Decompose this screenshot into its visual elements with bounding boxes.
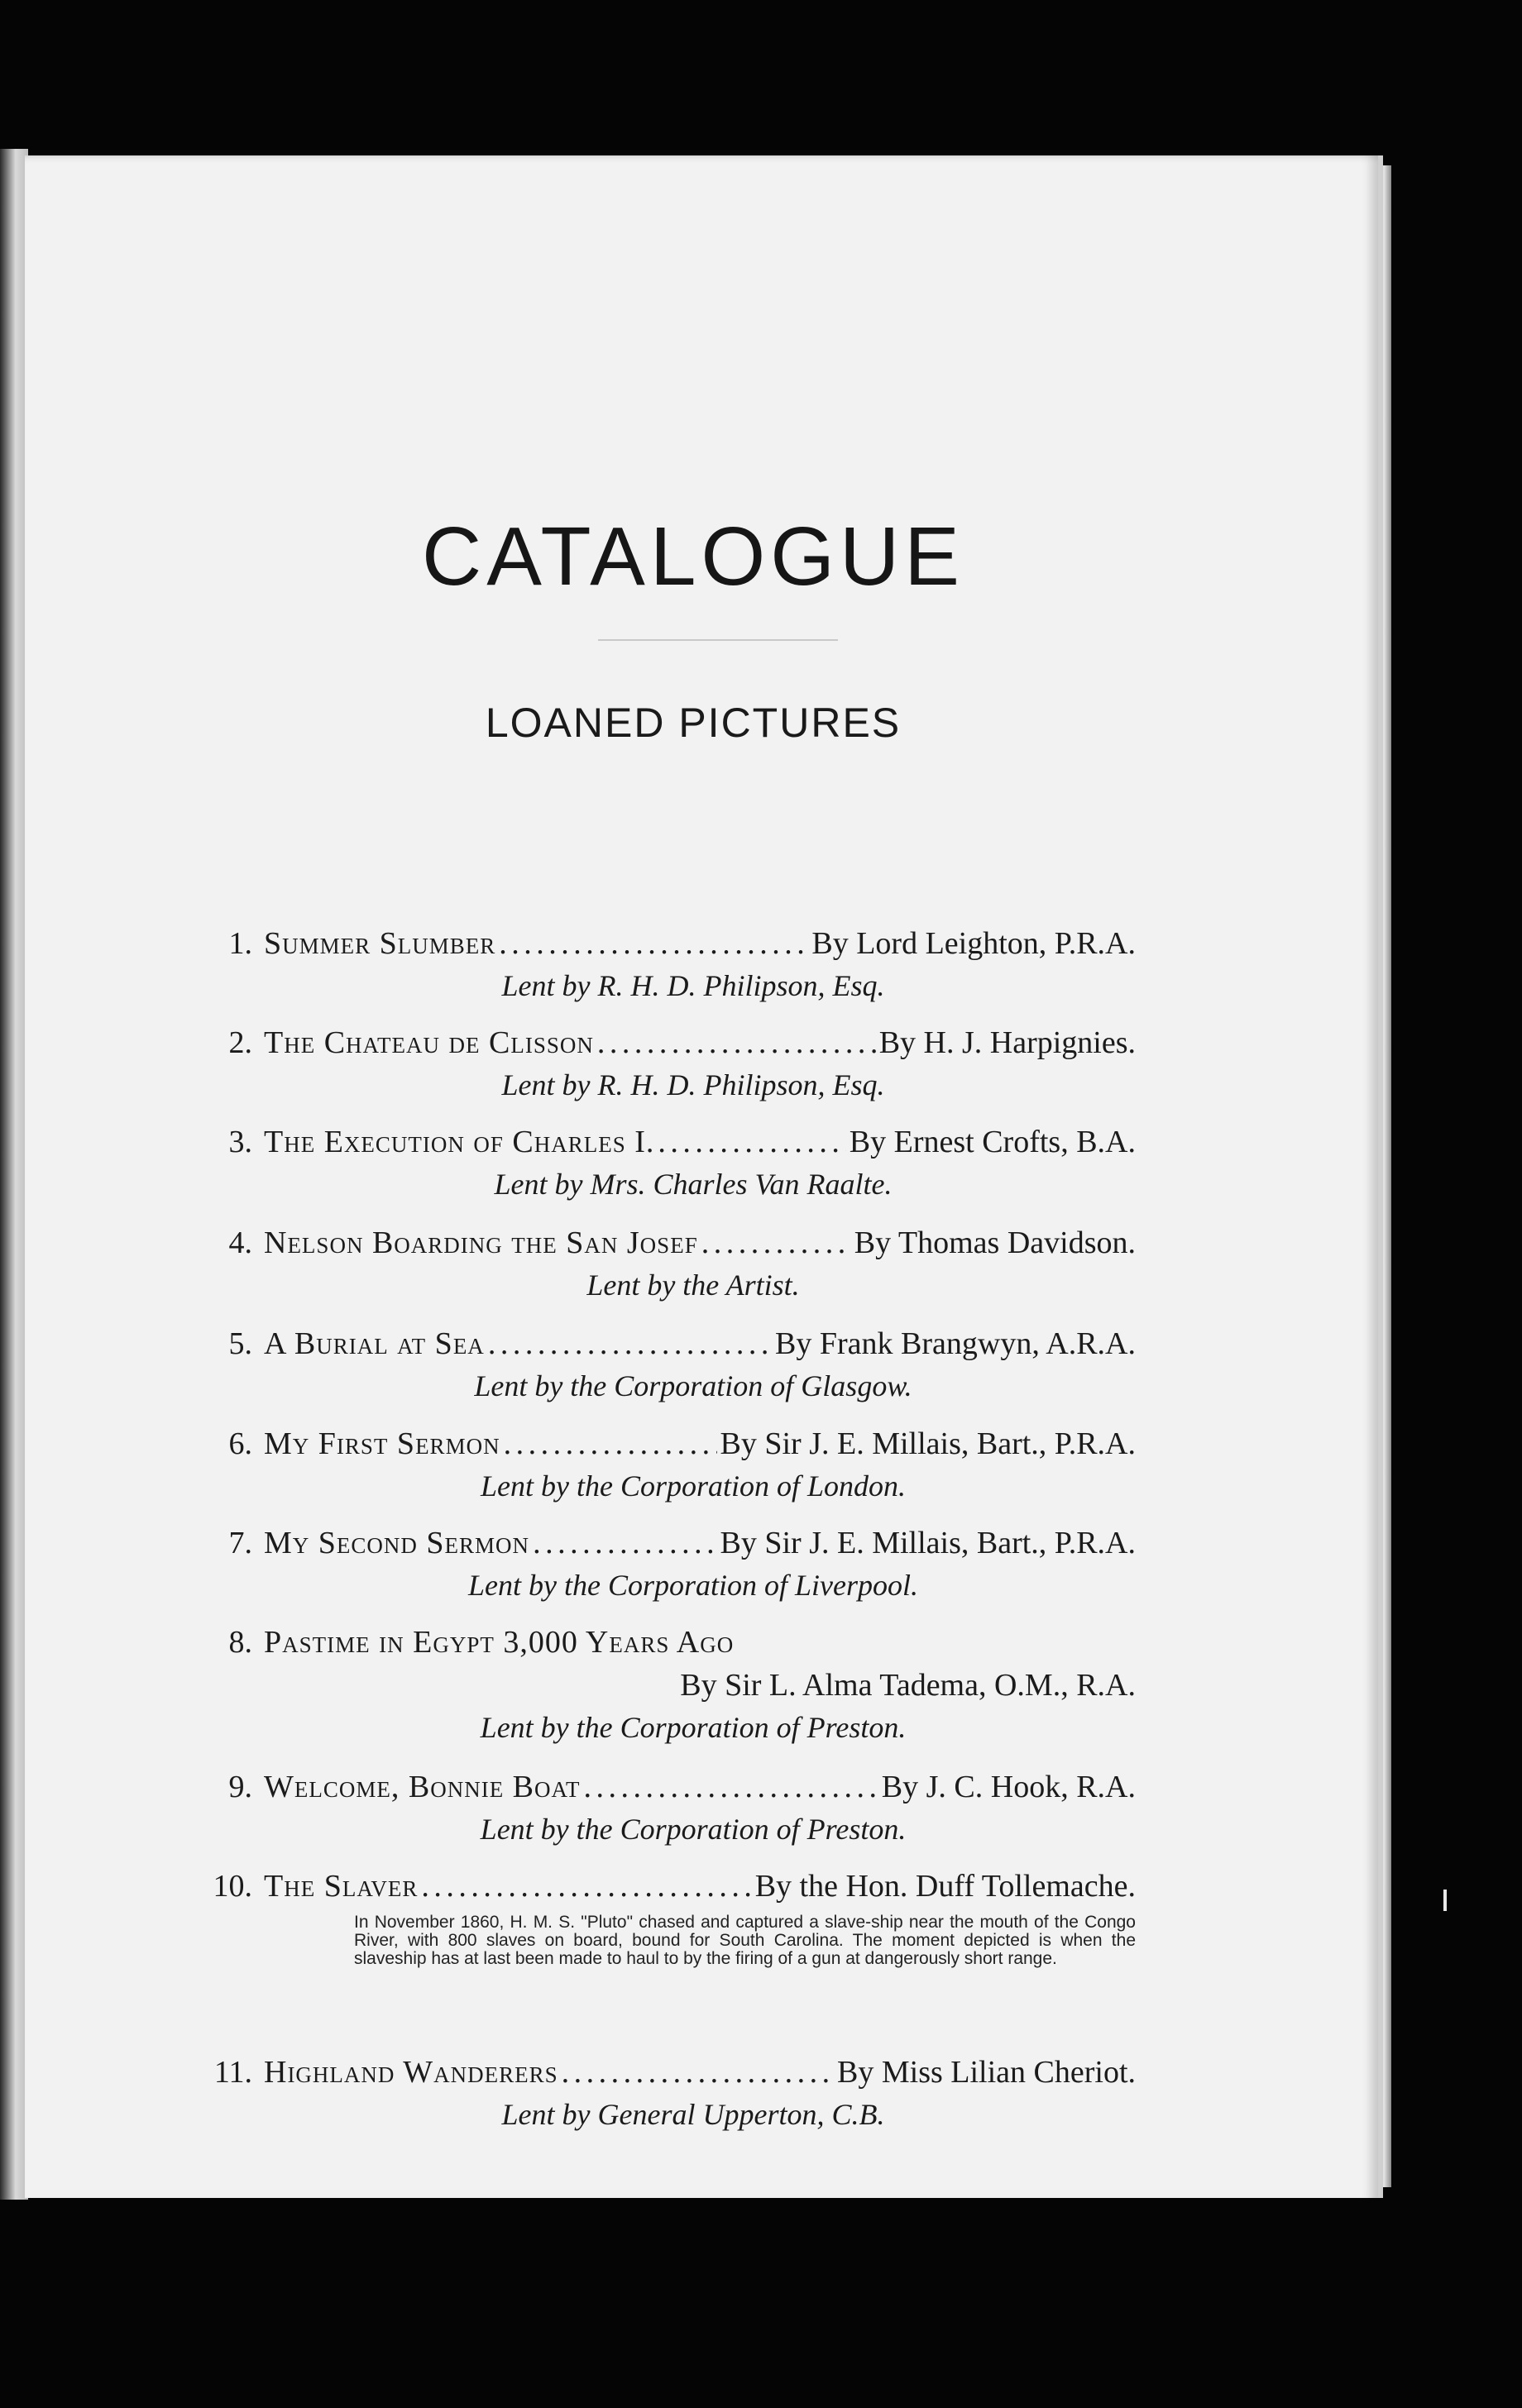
catalogue-entry-3: [218, 1123, 1136, 1202]
catalogue-entry-10: [213, 1867, 1136, 1968]
entry-lender: Lent by the Corporation of Preston.: [480, 1711, 907, 1744]
entry-artist: By Thomas Davidson.: [854, 1226, 1136, 1260]
leader-dots: [584, 1768, 878, 1806]
entry-lender: Lent by Mrs. Charles Van Raalte.: [494, 1168, 893, 1201]
entry-artist: By Sir J. E. Millais, Bart., P.R.A.: [720, 1426, 1136, 1461]
leader-dots: [499, 924, 808, 963]
entry-lender: Lent by R. H. D. Philipson, Esq.: [501, 1068, 885, 1101]
entry-number: 1.: [228, 926, 252, 961]
entry-number: 3.: [228, 1125, 252, 1159]
entry-artist: By H. J. Harpignies.: [878, 1025, 1136, 1060]
entry-lender: Lent by the Corporation of Liverpool.: [468, 1569, 918, 1602]
entry-number: 9.: [228, 1770, 252, 1804]
entry-number: 10.: [213, 1869, 252, 1904]
entry-title: Nelson Boarding the San Josef: [264, 1226, 698, 1260]
entry-title: My Second Sermon: [264, 1526, 530, 1560]
leader-dots: [488, 1325, 772, 1363]
book-binding: [0, 149, 28, 2200]
catalogue-entry-6: [218, 1425, 1136, 1504]
catalogue-entry-4: [218, 1224, 1136, 1303]
entry-title: The Slaver: [264, 1869, 419, 1904]
catalogue-entry-7: [218, 1524, 1136, 1603]
scan-speck: [1443, 1890, 1447, 1911]
catalogue-entry-11: [213, 2053, 1136, 2133]
leader-dots: [701, 1224, 851, 1262]
entry-number: 6.: [228, 1426, 252, 1461]
catalogue-entry-9: [218, 1768, 1136, 1847]
entry-title: The Chateau de Clisson: [264, 1025, 594, 1060]
entry-lender: Lent by the Corporation of Glasgow.: [474, 1369, 912, 1402]
catalogue-entry-1: [218, 924, 1136, 1004]
entry-title: The Execution of Charles I.: [264, 1125, 655, 1159]
catalogue-entry-2: [218, 1024, 1136, 1103]
entry-title: Welcome, Bonnie Boat: [264, 1770, 581, 1804]
entry-note: In November 1860, H. M. S. "Pluto" chased and captured a slave-ship near the mouth of the Congo River, with 800 slaves on board, bound for South Carolina. The moment depicted is when the slaveship has at last been made to haul to by the firing of a gun at dangerously short range.: [354, 1913, 1136, 1968]
entry-artist: By Lord Leighton, P.R.A.: [811, 926, 1136, 961]
entry-artist: By J. C. Hook, R.A.: [881, 1770, 1136, 1804]
entry-lender: Lent by General Upperton, C.B.: [501, 2098, 885, 2131]
entry-lender: Lent by the Corporation of London.: [480, 1469, 907, 1503]
entry-number: 7.: [228, 1526, 252, 1560]
entry-number: 8.: [228, 1625, 252, 1660]
leader-dots: [533, 1524, 716, 1562]
entry-title: My First Sermon: [264, 1426, 500, 1461]
catalogue-entry-5: [218, 1325, 1136, 1404]
entry-artist: By Miss Lilian Cheriot.: [837, 2055, 1136, 2090]
entry-artist: By Sir L. Alma Tadema, O.M., R.A.: [680, 1668, 1136, 1703]
entry-title: Summer Slumber: [264, 926, 496, 961]
leader-dots: [597, 1024, 876, 1062]
title-rule: [598, 639, 838, 641]
entry-lender: Lent by the Corporation of Preston.: [480, 1813, 907, 1846]
entry-artist: By the Hon. Duff Tollemache.: [754, 1869, 1136, 1904]
entry-number: 2.: [228, 1025, 252, 1060]
leader-dots: [658, 1123, 845, 1161]
entry-title: Highland Wanderers: [264, 2055, 558, 2090]
page-title: CATALOGUE: [422, 510, 964, 603]
leader-dots: [421, 1867, 751, 1905]
entry-title: Pastime in Egypt 3,000 Years Ago: [264, 1625, 735, 1660]
catalogue-page: [25, 155, 1383, 2198]
leader-dots: [504, 1425, 717, 1463]
entry-lender: Lent by the Artist.: [586, 1268, 800, 1302]
entry-artist: By Ernest Crofts, B.A.: [849, 1125, 1136, 1159]
entry-number: 4.: [228, 1226, 252, 1260]
entry-artist: By Frank Brangwyn, A.R.A.: [775, 1326, 1136, 1361]
catalogue-entry-8: [218, 1623, 1136, 1746]
page-subtitle: LOANED PICTURES: [485, 700, 902, 746]
entry-title: A Burial at Sea: [264, 1326, 485, 1361]
entry-artist: By Sir J. E. Millais, Bart., P.R.A.: [720, 1526, 1136, 1560]
entry-number: 5.: [228, 1326, 252, 1361]
leader-dots: [562, 2053, 834, 2091]
entry-number: 11.: [213, 2055, 252, 2090]
entry-lender: Lent by R. H. D. Philipson, Esq.: [501, 969, 885, 1002]
